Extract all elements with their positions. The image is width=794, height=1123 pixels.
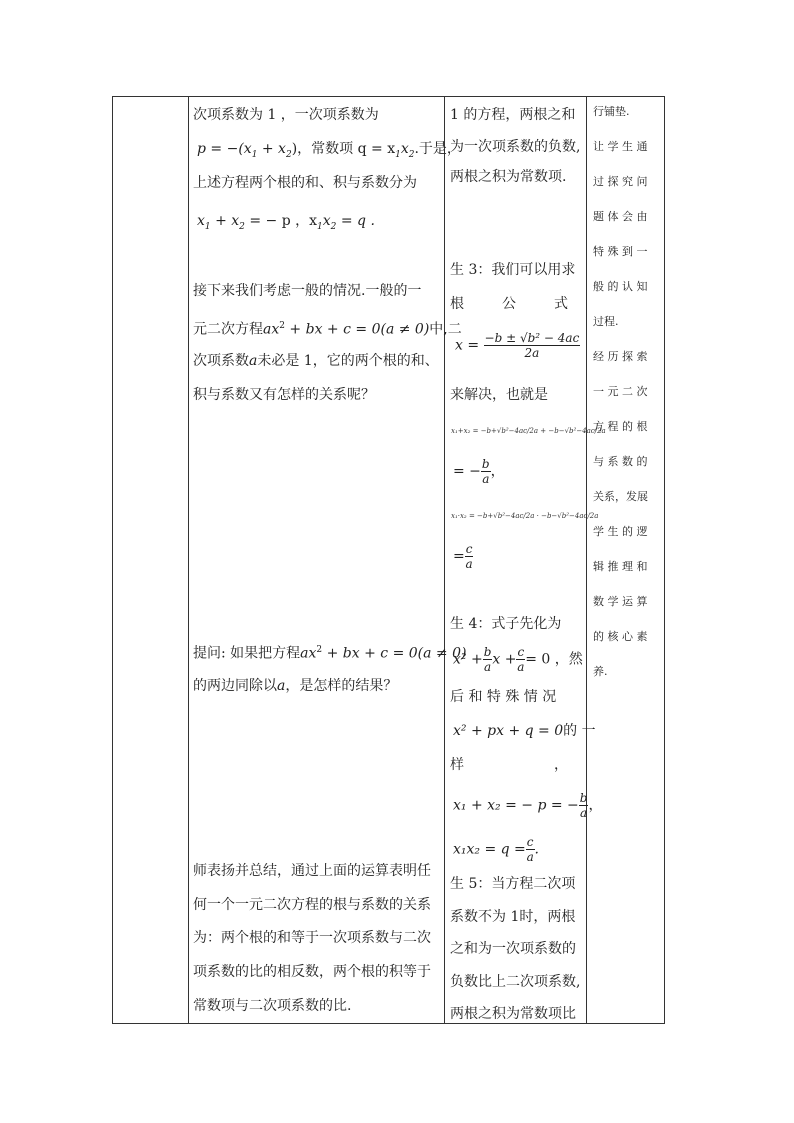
sum-of-roots-formula: x₁+x₂ = −b+√b²−4ac/2a + −b−√b²−4ac/2a <box>451 427 606 435</box>
para-text: 来解决，也就是 <box>450 387 548 403</box>
formula-line: $p = -(x_1 + x_2)$，常数项 $q = x_1x_2$.于是， <box>197 141 461 160</box>
para-text: 负数比上二次项系数, <box>450 974 581 990</box>
product-of-roots-formula: x₁·x₂ = −b+√b²−4ac/2a · −b−√b²−4ac/2a <box>451 512 599 520</box>
note-line: 的 核 心 素 <box>593 630 648 643</box>
note-line: 行铺垫. <box>593 105 630 118</box>
note-line: 一 元 二 次 <box>593 385 648 398</box>
note-line: 过 探 究 问 <box>593 175 648 188</box>
para-text: 生 4：式子先化为 <box>450 616 562 632</box>
formula-line: 元二次方程$ax^2$ + bx + c = 0(a ≠ 0)中,二 <box>193 321 462 338</box>
para-text: 后 和 特 殊 情 况 <box>450 689 557 705</box>
para-text: 积与系数又有怎样的关系呢？ <box>193 387 375 403</box>
formula-line: x² + $\frac{b}{a}$ x + $\frac{c}{a}$ = 0 ，然 <box>453 645 583 674</box>
lesson-table <box>112 96 665 1024</box>
quadratic-formula: x = $\frac{\text{−b ± √b² − 4ac}}{2a}$ <box>455 331 580 360</box>
para-text: 常数项与二次项系数的比. <box>193 998 352 1014</box>
para-text: 何一个一元二次方程的根与系数的关系 <box>193 897 431 913</box>
para-text: 为：两个根的和等于一次项系数与二次 <box>193 930 431 946</box>
note-line: 般 的 认 知 <box>593 280 648 293</box>
formula-line: 提问: 如果把方程$ax^2$ + bx + c = 0(a ≠ 0) <box>193 645 467 662</box>
note-line: 过程. <box>593 315 619 328</box>
design-intent-column <box>587 97 666 1023</box>
para-text: 接下来我们考虑一般的情况.一般的一 <box>193 283 422 299</box>
formula-line: = − $\frac{b}{a}$ ， <box>453 457 505 486</box>
note-line: 数 学 运 算 <box>593 595 648 608</box>
para-text: 上述方程两个根的和、积与系数分为 <box>193 175 417 191</box>
para-text: 两根之积为常数项比 <box>450 1006 576 1022</box>
para-text: 的两边同除以a，是怎样的结果？ <box>193 678 398 694</box>
formula-line: x² + px + q = 0的 一 <box>453 723 596 739</box>
para-text: 师表扬并总结，通过上面的运算表明任 <box>193 863 431 879</box>
para-text: 次项系数为 1 ，一次项系数为 <box>193 107 379 123</box>
para-text: 生 3：我们可以用求 <box>450 262 576 278</box>
para-text: 根 公 式 <box>450 296 568 312</box>
note-line: 方 程 的 根 <box>593 420 648 433</box>
note-line: 题 体 会 由 <box>593 210 648 223</box>
para-text: 为一次项系数的负数, <box>450 139 581 155</box>
para-text: 样 ， <box>450 757 568 773</box>
formula-line: $x_1 + x_2$ = − p ，$x_1x_2 = q$ . <box>197 213 375 232</box>
note-line: 学 生 的 逻 <box>593 525 648 538</box>
para-text: 两根之积为常数项. <box>450 169 567 185</box>
para-text: 生 5：当方程二次项 <box>450 876 576 892</box>
note-line: 辑 推 理 和 <box>593 560 648 573</box>
formula-line: = $\frac{c}{a}$ <box>453 542 473 571</box>
note-line: 经 历 探 索 <box>593 350 648 363</box>
note-line: 让 学 生 通 <box>593 140 648 153</box>
para-text: 系数不为 1时，两根 <box>450 909 576 925</box>
para-text: 之和为一次项系数的 <box>450 941 576 957</box>
para-text: 次项系数a未必是 1，它的两个根的和、 <box>193 353 439 369</box>
note-line: 关系，发展 <box>593 490 648 503</box>
formula-line: x₁ + x₂ = − p = − $\frac{b}{a}$ ， <box>453 791 603 820</box>
note-line: 特 殊 到 一 <box>593 245 648 258</box>
para-text: 项系数的比的相反数，两个根的积等于 <box>193 964 431 980</box>
note-line: 与 系 数 的 <box>593 455 648 468</box>
formula-line: x₁x₂ = q = $\frac{c}{a}$ . <box>453 835 539 864</box>
para-text: 1 的方程，两根之和 <box>450 107 576 123</box>
note-line: 养. <box>593 665 608 678</box>
